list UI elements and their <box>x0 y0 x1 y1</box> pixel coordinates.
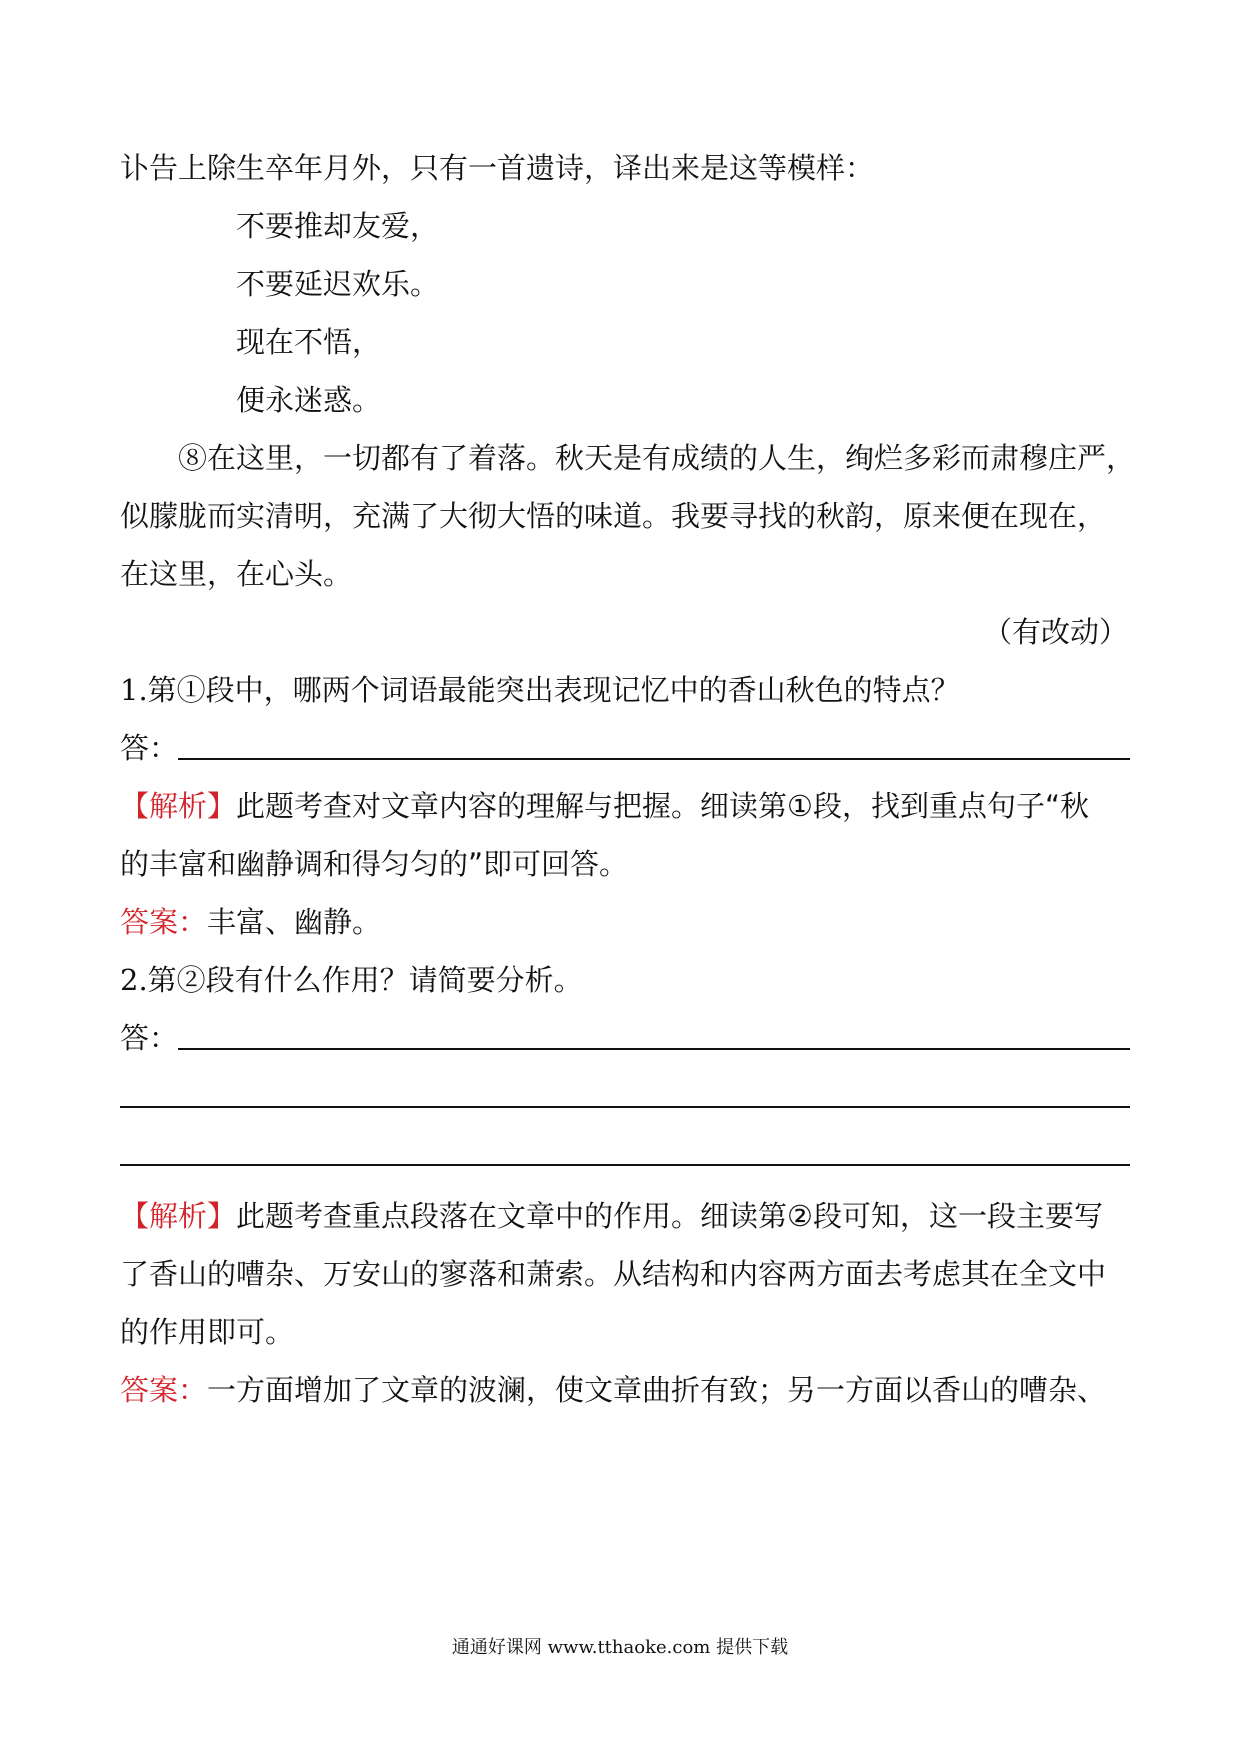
answer-line[interactable] <box>120 1164 1130 1166</box>
analysis-line: 的丰富和幽静调和得匀匀的”即可回答。 <box>120 847 629 881</box>
analysis-line <box>120 786 1130 826</box>
answer-key-line <box>120 902 1130 942</box>
paragraph-8-line: 在这里，在心头。 <box>120 557 353 591</box>
analysis-tag: 【解析】 <box>120 789 237 823</box>
question-2: 2.第②段有什么作用？请简要分析。 <box>120 963 583 997</box>
paragraph-8-line: 似朦胧而实清明，充满了大彻大悟的味道。我要寻找的秋韵，原来便在现在， <box>120 499 1107 533</box>
analysis-line <box>120 1196 1130 1236</box>
answer-key-tag: 答案： <box>120 905 208 939</box>
analysis-line: 了香山的嘈杂、万安山的寥落和萧索。从结构和内容两方面去考虑其在全文中 <box>120 1257 1107 1291</box>
answer-key-tag: 答案： <box>120 1373 208 1407</box>
answer-key-text: 丰富、幽静。 <box>207 905 382 939</box>
answer-line[interactable] <box>178 1048 1130 1050</box>
poem-line: 现在不悟， <box>236 325 382 359</box>
answer-line[interactable] <box>178 758 1130 760</box>
answer-label: 答： <box>120 731 179 765</box>
answer-line[interactable] <box>120 1106 1130 1108</box>
revision-note: （有改动） <box>982 615 1128 649</box>
analysis-text: 此题考查重点段落在文章中的作用。细读第②段可知，这一段主要写 <box>236 1199 1104 1233</box>
poem-line: 便永迷惑。 <box>236 383 382 417</box>
answer-label: 答： <box>120 1021 179 1055</box>
analysis-line: 的作用即可。 <box>120 1315 295 1349</box>
page-footer: 通通好课网 www.tthaoke.com 提供下载 <box>451 1637 789 1658</box>
answer-key-line <box>120 1370 1130 1410</box>
analysis-tag: 【解析】 <box>120 1199 237 1233</box>
text-line: 讣告上除生卒年月外，只有一首遗诗，译出来是这等模样： <box>120 151 875 185</box>
paragraph-8-line: ⑧在这里，一切都有了着落。秋天是有成绩的人生，绚烂多彩而肃穆庄严， <box>178 441 1136 475</box>
poem-line: 不要推却友爱， <box>236 209 440 243</box>
answer-key-text: 一方面增加了文章的波澜，使文章曲折有致；另一方面以香山的嘈杂、 <box>207 1373 1107 1407</box>
poem-line: 不要延迟欢乐。 <box>236 267 440 301</box>
question-1: 1.第①段中，哪两个词语最能突出表现记忆中的香山秋色的特点？ <box>120 673 960 707</box>
analysis-text: 此题考查对文章内容的理解与把握。细读第①段，找到重点句子“秋 <box>236 789 1090 823</box>
